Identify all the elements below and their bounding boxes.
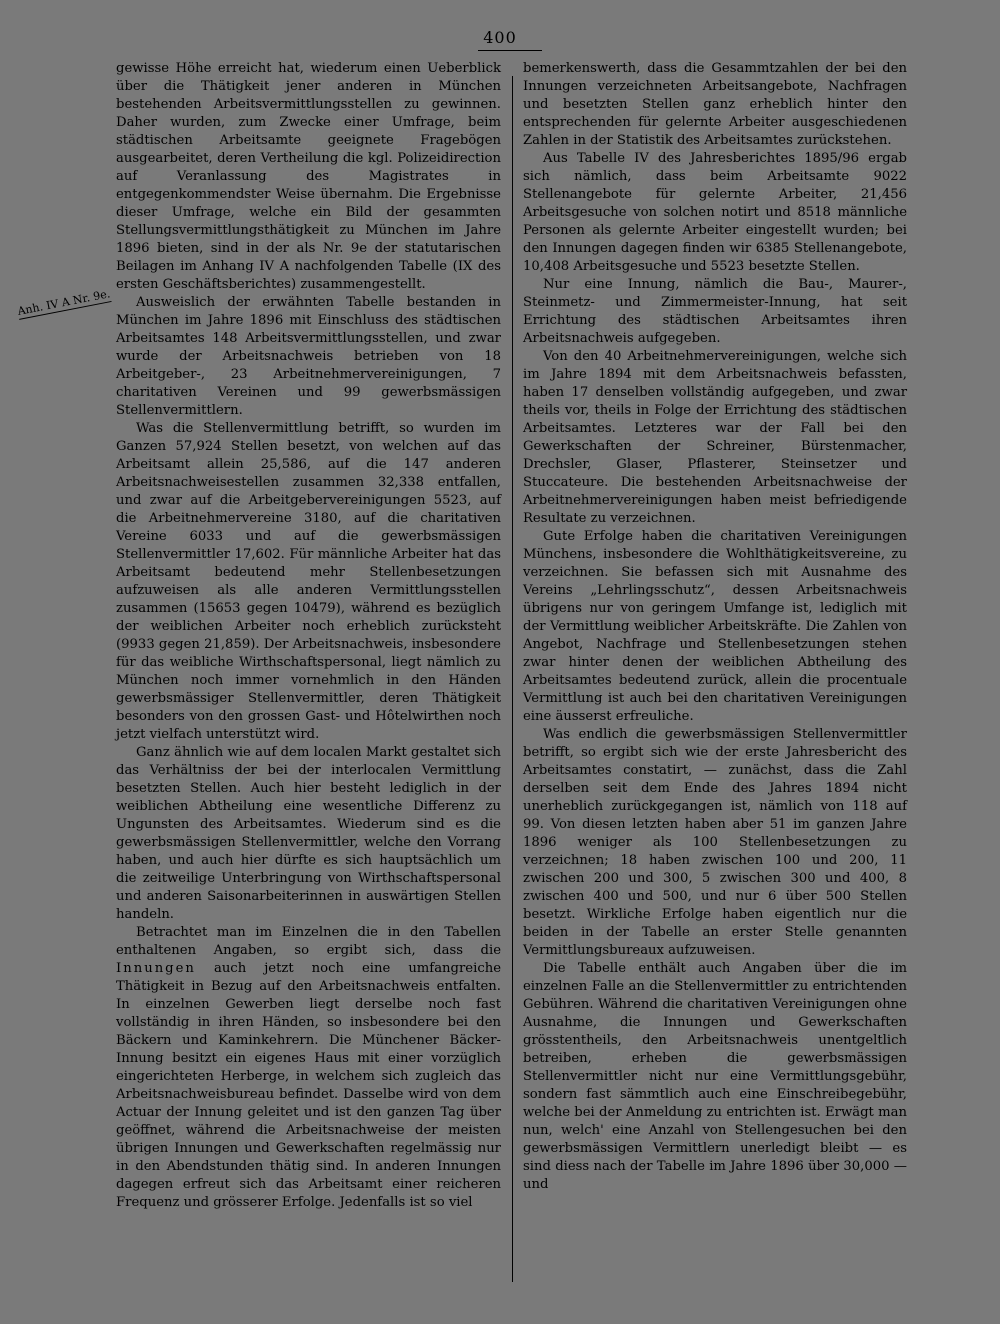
paragraph: Von den 40 Arbeitnehmervereinigungen, welche sich im Jahre 1894 mit dem Arbeitsnachweis befassten, haben 17 denselben vollständig aufgegeben, und zwar theils vor, theils in Folge der Errichtung des städtischen Arbeitsamtes. Letzteres war der Fall bei den Gewerkschaften der Schreiner, Bürstenmacher, Drechsler, Glaser, Pflasterer, Steinsetzer und Stuccateure. Die bestehenden Arbeitsnachweise der Arbeitnehmervereinigungen haben meist befriedigende Resultate zu verzeichnen. (523, 349, 907, 526)
emphasized-term: Innungen (116, 961, 196, 976)
right-column (523, 60, 907, 1194)
paragraph: bemerkenswerth, dass die Gesammtzahlen der bei den Innungen verzeichneten Arbeitsangebote, Nachfragen und besetzten Stellen ganz erheblich hinter den entsprechenden für gelernte Arbeiter ausgeschiedenen Zahlen in der Statistik des Arbeitsamtes zurückstehen. (523, 61, 907, 148)
paragraph: Aus Tabelle IV des Jahresberichtes 1895/96 ergab sich nämlich, dass beim Arbeitsamte 9022 Stellenangebote für gelernte Arbeiter, 21,456 Arbeitsgesuche von solchen notirt und 8518 männliche Personen als gelernte Arbeiter eingestellt wurden; bei den Innungen dagegen finden wir 6385 Stellenangebote, 10,408 Arbeitsgesuche und 5523 besetzte Stellen. (523, 151, 907, 274)
paragraph-text: Betrachtet man im Einzelnen die in den Tabellen enthaltenen Angaben, so ergibt sich, dass die (116, 925, 501, 958)
paragraph: Ganz ähnlich wie auf dem localen Markt gestaltet sich das Verhältniss der bei der interlocalen Vermittlung besetzten Stellen. Auch hier besteht lediglich in der weiblichen Abtheilung eine wesentliche Differenz zu Ungunsten des Arbeitsamtes. Wiederum sind es die gewerbsmässigen Stellenvermittler, welche den Vorrang haben, und auch hier dürfte es sich hauptsächlich um die zeitweilige Unterbringung von Wirthschaftspersonal und anderen Saisonarbeiterinnen in auswärtigen Stellen handeln. (116, 745, 501, 922)
paragraph-text: auch jetzt noch eine umfangreiche Thätigkeit in Bezug auf den Arbeitsnachweis entfalten. In einzelnen Gewerben liegt derselbe noch fast vollständig in ihren Händen, so insbesondere bei den Bäckern und Kaminkehrern. Die Münchener Bäcker-Innung besitzt ein eigenes Haus mit einer vorzüglich eingerichteten Herberge, in welchem sich zugleich das Arbeitsnachweisbureau befindet. Dasselbe wird von dem Actuar der Innung geleitet und ist den ganzen Tag über geöffnet, während die Arbeitsnachweise der meisten übrigen Innungen und Gewerkschaften regelmässig nur in den Abendstunden thätig sind. In anderen Innungen dagegen erfreut sich das Arbeitsamt einer reicheren Frequenz und grösserer Erfolge. Jedenfalls ist so viel (116, 961, 501, 1210)
paragraph (116, 924, 501, 1212)
page-number: 400 (483, 28, 517, 47)
margin-note: Anh. IV A Nr. 9e. (16, 287, 112, 318)
paragraph: Die Tabelle enthält auch Angaben über die im einzelnen Falle an die Stellenvermittler zu entrichtenden Gebühren. Während die charitativen Vereinigungen ohne Ausnahme, die Innungen und Gewerkschaften grösstentheils, den Arbeitsnachweis unentgeltlich betreiben, erheben die gewerbsmässigen Stellenvermittler nicht nur eine Vermittlungsgebühr, sondern fast sämmtlich auch eine Einschreibegebühr, welche bei der Anmeldung zu entrichten ist. Erwägt man nun, welch' eine Anzahl von Stellengesuchen bei den gewerbsmässigen Vermittlern unerledigt bleibt — es sind diess nach der Tabelle im Jahre 1896 über 30,000 — und (523, 961, 907, 1192)
left-column (116, 60, 501, 1212)
paragraph: Nur eine Innung, nämlich die Bau-, Maurer-, Steinmetz- und Zimmermeister-Innung, hat seit Errichtung des städtischen Arbeitsamtes ihren Arbeitsnachweis aufgegeben. (523, 277, 907, 346)
paragraph: Was die Stellenvermittlung betrifft, so wurden im Ganzen 57,924 Stellen besetzt, von welchen auf das Arbeitsamt allein 25,586, auf die 147 anderen Arbeitsnachweisestellen zusammen 32,338 entfallen, und zwar auf die Arbeitgebervereinigungen 5523, auf die Arbeitnehmervereine 3180, auf die charitativen Vereine 6033 und auf die gewerbsmässigen Stellenvermittler 17,602. Für männliche Arbeiter hat das Arbeitsamt bedeutend mehr Stellenbesetzungen aufzuweisen als alle anderen Vermittlungsstellen zusammen (15653 gegen 10479), während es bezüglich der weiblichen Arbeiter noch erheblich zurücksteht (9933 gegen 21,859). Der Arbeitsnachweis, insbesondere für das weibliche Wirthschaftspersonal, liegt nämlich zu München noch immer vornehmlich in den Händen gewerbsmässiger Stellenvermittler, deren Thätigkeit besonders von den grossen Gast- und Hôtelwirthen noch jetzt vielfach unterstützt wird. (116, 421, 501, 742)
paragraph: Was endlich die gewerbsmässigen Stellenvermittler betrifft, so ergibt sich wie der erste Jahresbericht des Arbeitsamtes constatirt, — zunächst, dass die Zahl derselben seit dem Ende des Jahres 1894 nicht unerheblich zurückgegangen ist, nämlich von 118 auf 99. Von diesen letzten haben aber 51 im ganzen Jahre 1896 weniger als 100 Stellenbesetzungen zu verzeichnen; 18 haben zwischen 100 und 200, 11 zwischen 200 und 300, 5 zwischen 300 und 400, 8 zwischen 400 und 500, und nur 6 über 500 Stellen besetzt. Wirkliche Erfolge haben eigentlich nur die beiden in der Tabelle an erster Stelle genannten Vermittlungsbureaux aufzuweisen. (523, 727, 907, 958)
paragraph: gewisse Höhe erreicht hat, wiederum einen Ueberblick über die Thätigkeit jener anderen in München bestehenden Arbeitsvermittlungsstellen zu gewinnen. Daher wurden, zum Zwecke einer Umfrage, beim städtischen Arbeitsamte geeignete Fragebögen ausgearbeitet, deren Vertheilung die kgl. Polizeidirection auf Veranlassung des Magistrates in entgegenkommendster Weise übernahm. Die Ergebnisse dieser Umfrage, welche ein Bild der gesammten Stellungsvermittlungsthätigkeit zu München im Jahre 1896 bieten, sind in der als Nr. 9e der statutarischen Beilagen im Anhang IV A nachfolgenden Tabelle (IX des ersten Geschäftsberichtes) zusammengestellt. (116, 61, 501, 292)
paragraph: Ausweislich der erwähnten Tabelle bestanden in München im Jahre 1896 mit Einschluss des städtischen Arbeitsamtes 148 Arbeitsvermittlungsstellen, und zwar wurde der Arbeitsnachweis betrieben von 18 Arbeitgeber-, 23 Arbeitnehmervereinigungen, 7 charitativen Vereinen und 99 gewerbsmässigen Stellenvermittlern. (116, 295, 501, 418)
column-divider (512, 76, 513, 1282)
page-number-rule (478, 50, 542, 51)
paragraph: Gute Erfolge haben die charitativen Vereinigungen Münchens, insbesondere die Wohlthätigkeitsvereine, zu verzeichnen. Sie befassen sich mit Ausnahme des Vereins „Lehrlingsschutz“, dessen Arbeitsnachweis übrigens nur von geringem Umfange ist, lediglich mit der Vermittlung weiblicher Arbeitskräfte. Die Zahlen von Angebot, Nachfrage und Stellenbesetzungen stehen zwar hinter denen der weiblichen Abtheilung des Arbeitsamtes bedeutend zurück, allein die procentuale Vermittlung ist auch bei den charitativen Vereinigungen eine äusserst erfreuliche. (523, 529, 907, 724)
